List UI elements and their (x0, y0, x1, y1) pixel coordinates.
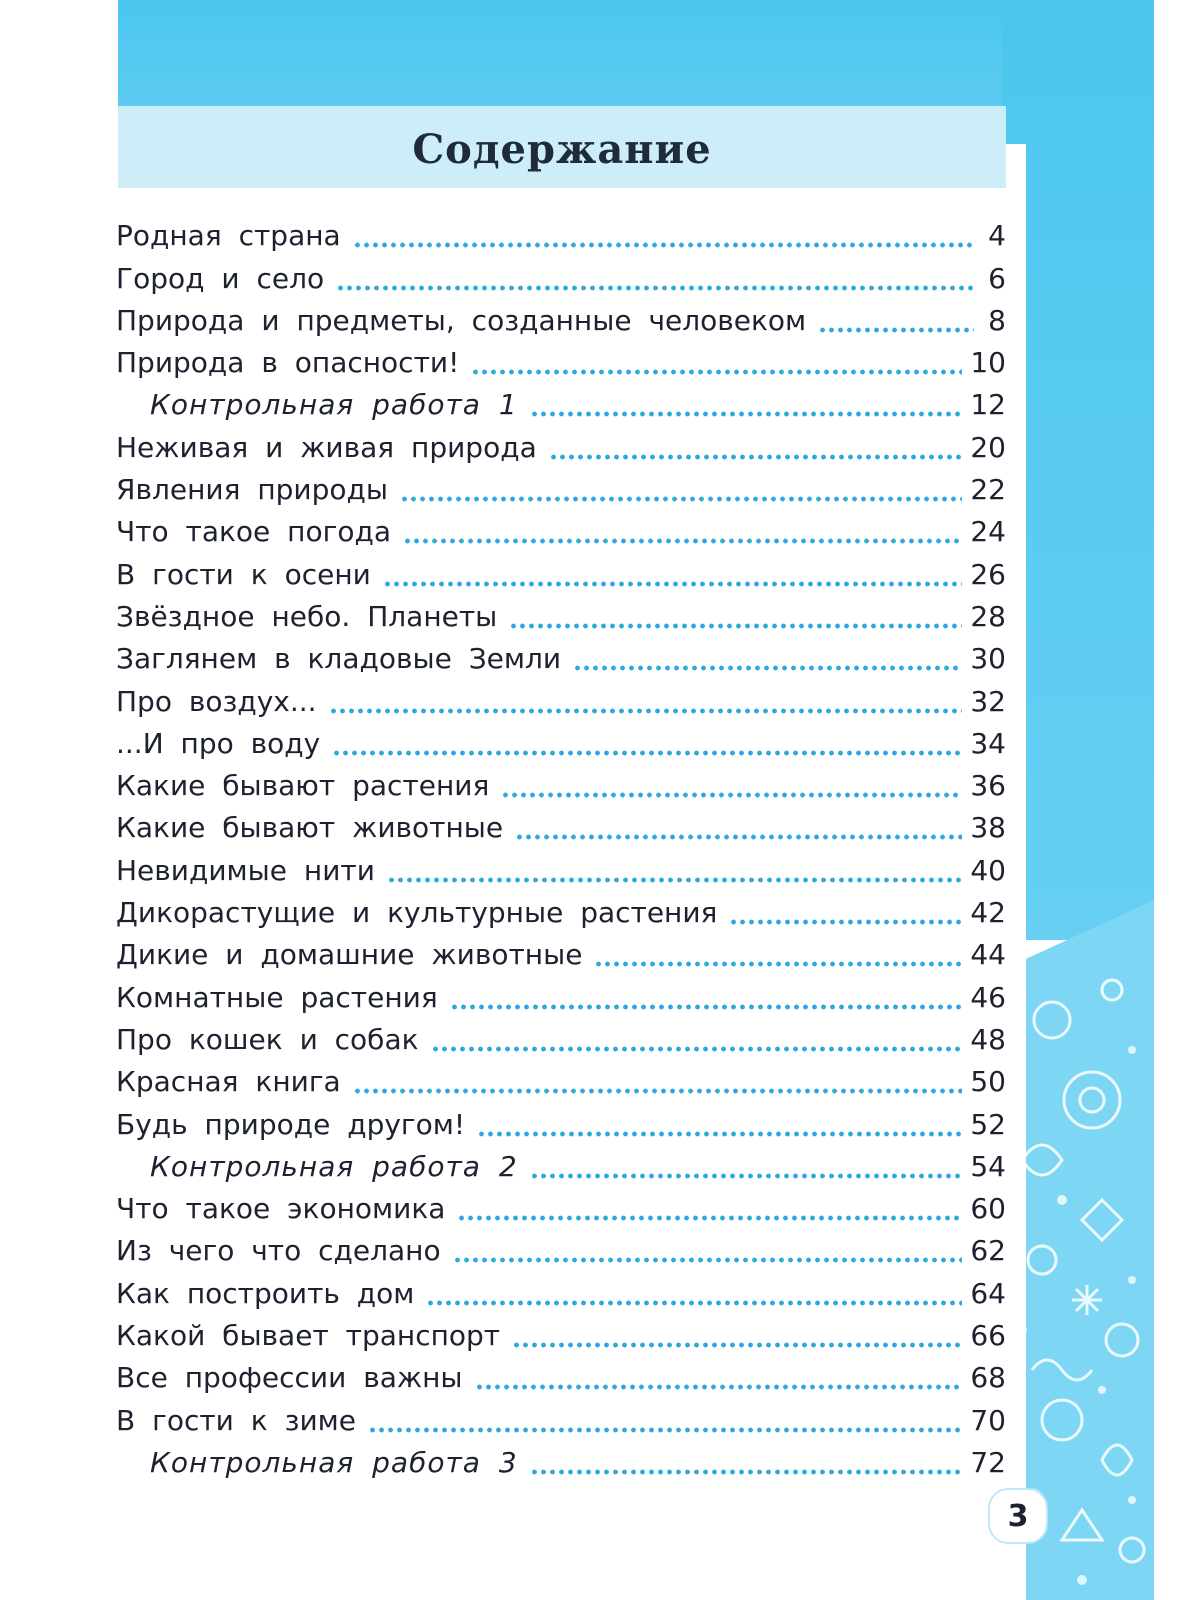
toc-entry-title: Дикие и домашние животные (116, 938, 583, 972)
dot-leader (353, 1088, 963, 1094)
toc-entry-page: 66 (970, 1319, 1006, 1353)
toc-entry-page: 26 (970, 557, 1006, 591)
toc-entry-title: Про кошек и собак (116, 1022, 419, 1056)
toc-entry[interactable] (116, 597, 1006, 639)
dot-leader (453, 1257, 963, 1263)
dot-leader (509, 623, 962, 629)
dot-leader (530, 1469, 963, 1475)
dot-leader (729, 919, 962, 925)
toc-entry-title: Родная страна (116, 219, 341, 253)
toc-entry-title: Неживая и живая природа (116, 430, 537, 464)
toc-entry-page: 42 (970, 896, 1006, 930)
toc-entry-page: 8 (988, 303, 1006, 337)
toc-entry[interactable] (116, 681, 1006, 723)
toc-entry-page: 32 (970, 684, 1006, 718)
dot-leader (818, 327, 974, 333)
dot-leader (403, 538, 962, 544)
toc-entry-page: 40 (970, 853, 1006, 887)
toc-entry[interactable] (116, 258, 1006, 300)
toc-entry[interactable] (116, 385, 1006, 427)
toc-entry[interactable] (116, 1104, 1006, 1146)
toc-entry-page: 12 (970, 388, 1006, 422)
dot-leader (501, 792, 962, 798)
toc-entry[interactable] (116, 216, 1006, 258)
toc-entry[interactable] (116, 639, 1006, 681)
toc-entry-title: Какие бывают растения (116, 769, 490, 803)
dot-leader (387, 877, 962, 883)
toc-entry[interactable] (116, 427, 1006, 469)
toc-entry-page: 64 (970, 1276, 1006, 1310)
dot-leader (512, 1342, 962, 1348)
toc-entry-title: Звёздное небо. Планеты (116, 599, 498, 633)
dot-leader (400, 496, 962, 502)
dot-leader (475, 1384, 963, 1390)
toc-entry-title: Контрольная работа 1 (150, 388, 518, 422)
dot-leader (549, 454, 963, 460)
toc-entry-page: 38 (970, 811, 1006, 845)
toc-entry-title: Город и село (116, 261, 325, 295)
toc-entry-title: В гости к осени (116, 557, 371, 591)
dot-leader (530, 1173, 963, 1179)
dot-leader (368, 1427, 962, 1433)
toc-entry[interactable] (116, 1062, 1006, 1104)
toc-entry[interactable] (116, 1358, 1006, 1400)
toc-entry[interactable] (116, 512, 1006, 554)
toc-entry-title: Какие бывают животные (116, 811, 504, 845)
toc-entry-page: 48 (970, 1022, 1006, 1056)
toc-entry-title: Что такое экономика (116, 1192, 446, 1226)
toc-entry-page: 70 (970, 1403, 1006, 1437)
toc-entry-page: 46 (970, 980, 1006, 1014)
toc-entry-page: 62 (970, 1234, 1006, 1268)
toc-entry-page: 6 (988, 261, 1006, 295)
toc-entry[interactable] (116, 1400, 1006, 1442)
toc-entry[interactable] (116, 470, 1006, 512)
table-of-contents (116, 216, 1006, 1485)
toc-entry-title: Про воздух... (116, 684, 317, 718)
dot-leader (450, 1004, 963, 1010)
dot-leader (594, 961, 962, 967)
toc-entry-page: 50 (970, 1065, 1006, 1099)
toc-entry-page: 30 (970, 642, 1006, 676)
top-blue-band (118, 0, 1154, 106)
dot-leader (426, 1300, 962, 1306)
toc-entry-page: 36 (970, 769, 1006, 803)
dot-leader (471, 369, 962, 375)
toc-entry-page: 54 (970, 1149, 1006, 1183)
toc-entry[interactable] (116, 850, 1006, 892)
toc-entry-title: Природа в опасности! (116, 346, 460, 380)
toc-entry[interactable] (116, 724, 1006, 766)
toc-entry-title: Комнатные растения (116, 980, 438, 1014)
toc-entry-title: Что такое погода (116, 515, 391, 549)
toc-entry-page: 52 (970, 1107, 1006, 1141)
page-number: 3 (990, 1490, 1046, 1542)
dot-leader (530, 411, 963, 417)
dot-leader (383, 581, 963, 587)
toc-entry-title: Явления природы (116, 473, 388, 507)
title-bar (118, 106, 1006, 188)
toc-entry[interactable] (116, 1189, 1006, 1231)
toc-entry-page: 44 (970, 938, 1006, 972)
dot-leader (332, 750, 962, 756)
toc-entry-page: 20 (970, 430, 1006, 464)
toc-entry[interactable] (116, 766, 1006, 808)
dot-leader (515, 834, 962, 840)
toc-entry-page: 4 (988, 219, 1006, 253)
toc-entry[interactable] (116, 808, 1006, 850)
toc-entry-title: Из чего что сделано (116, 1234, 441, 1268)
toc-entry-page: 60 (970, 1192, 1006, 1226)
dot-leader (353, 242, 974, 248)
toc-entry-title: Дикорастущие и культурные растения (116, 896, 718, 930)
toc-entry[interactable] (116, 1147, 1006, 1189)
dot-leader (431, 1046, 963, 1052)
toc-entry[interactable] (116, 893, 1006, 935)
toc-entry[interactable] (116, 1273, 1006, 1315)
toc-entry-title: Красная книга (116, 1065, 341, 1099)
toc-entry[interactable] (116, 1316, 1006, 1358)
dot-leader (477, 1131, 962, 1137)
toc-entry-page: 72 (970, 1445, 1006, 1479)
toc-entry[interactable] (116, 977, 1006, 1019)
toc-entry-page: 24 (970, 515, 1006, 549)
toc-entry-title: Будь природе другом! (116, 1107, 466, 1141)
toc-entry-page: 28 (970, 599, 1006, 633)
toc-entry-page: 34 (970, 726, 1006, 760)
toc-entry-title: Природа и предметы, созданные человеком (116, 303, 807, 337)
toc-entry[interactable] (116, 1020, 1006, 1062)
toc-entry[interactable] (116, 301, 1006, 343)
toc-entry-title: Невидимые нити (116, 853, 375, 887)
dot-leader (573, 665, 962, 671)
dot-leader (336, 285, 974, 291)
dot-leader (329, 708, 963, 714)
toc-entry-title: В гости к зиме (116, 1403, 357, 1437)
toc-entry-title: Контрольная работа 2 (150, 1149, 518, 1183)
toc-entry[interactable] (116, 935, 1006, 977)
toc-entry-page: 68 (970, 1361, 1006, 1395)
toc-entry[interactable] (116, 343, 1006, 385)
page-title: Содержание (412, 125, 712, 173)
toc-entry-title: Какой бывает транспорт (116, 1319, 501, 1353)
toc-entry-page: 22 (970, 473, 1006, 507)
toc-entry-title: Контрольная работа 3 (150, 1445, 518, 1479)
toc-entry-title: Заглянем в кладовые Земли (116, 642, 562, 676)
toc-entry-page: 10 (970, 346, 1006, 380)
toc-entry-title: Все профессии важны (116, 1361, 463, 1395)
toc-entry[interactable] (116, 1231, 1006, 1273)
toc-entry-title: ...И про воду (116, 726, 321, 760)
toc-entry[interactable] (116, 1443, 1006, 1485)
toc-entry[interactable] (116, 554, 1006, 596)
dot-leader (457, 1215, 962, 1221)
toc-entry-title: Как построить дом (116, 1276, 415, 1310)
